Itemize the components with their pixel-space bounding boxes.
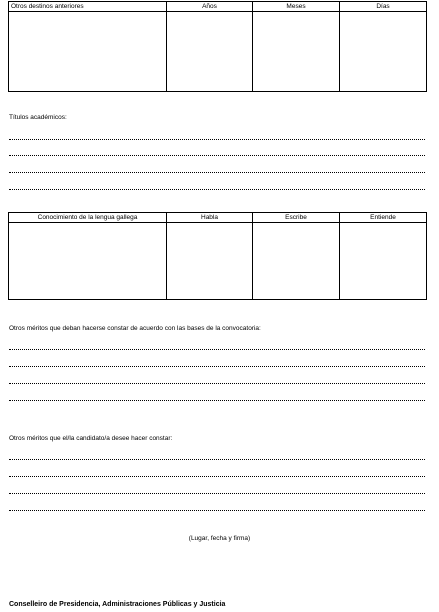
meritos-bases-line-3[interactable] [9, 383, 425, 384]
meritos-candidato-line-4[interactable] [9, 510, 425, 511]
meritos-bases-line-2[interactable] [9, 366, 425, 367]
destinos-header-row [9, 2, 427, 12]
titulos-line-2[interactable] [9, 155, 425, 156]
otros-meritos-candidato-label: Otros méritos que el/la candidato/a desee hacer constar: [9, 435, 173, 442]
header-entiende: Entiende [340, 213, 427, 223]
meses-cell[interactable] [253, 12, 340, 92]
meritos-candidato-line-3[interactable] [9, 493, 425, 494]
otros-meritos-bases-label: Otros méritos que deban hacerse constar de acuerdo con las bases de la convocatoria: [9, 325, 261, 332]
meritos-candidato-line-2[interactable] [9, 476, 425, 477]
gallego-header-row [9, 213, 427, 223]
header-habla: Habla [167, 213, 253, 223]
gallego-entry-row [9, 223, 427, 300]
destinos-entry-row [9, 12, 427, 92]
titulos-label: Títulos académicos: [9, 114, 67, 121]
header-meses: Meses [253, 2, 340, 12]
header-conocimiento-gallego: Conocimiento de la lengua gallega [9, 213, 167, 223]
header-anos: Años [167, 2, 253, 12]
escribe-cell[interactable] [253, 223, 340, 300]
meritos-bases-line-4[interactable] [9, 400, 425, 401]
dias-cell[interactable] [340, 12, 427, 92]
header-otros-destinos: Otros destinos anteriores [9, 2, 167, 12]
destinos-cell[interactable] [9, 12, 167, 92]
meritos-candidato-line-1[interactable] [9, 459, 425, 460]
header-escribe: Escribe [253, 213, 340, 223]
titulos-line-4[interactable] [9, 189, 425, 190]
lugar-fecha-firma: (Lugar, fecha y firma) [188, 535, 251, 542]
conocimiento-cell[interactable] [9, 223, 167, 300]
entiende-cell[interactable] [340, 223, 427, 300]
meritos-bases-line-1[interactable] [9, 349, 425, 350]
footer-conselleiro: Conselleiro de Presidencia, Administraciones Públicas y Justicia [9, 601, 226, 608]
anos-cell[interactable] [167, 12, 253, 92]
titulos-line-3[interactable] [9, 172, 425, 173]
destinos-table [8, 1, 427, 92]
lengua-gallega-table [8, 212, 427, 300]
habla-cell[interactable] [167, 223, 253, 300]
titulos-line-1[interactable] [9, 139, 425, 140]
header-dias: Días [340, 2, 427, 12]
